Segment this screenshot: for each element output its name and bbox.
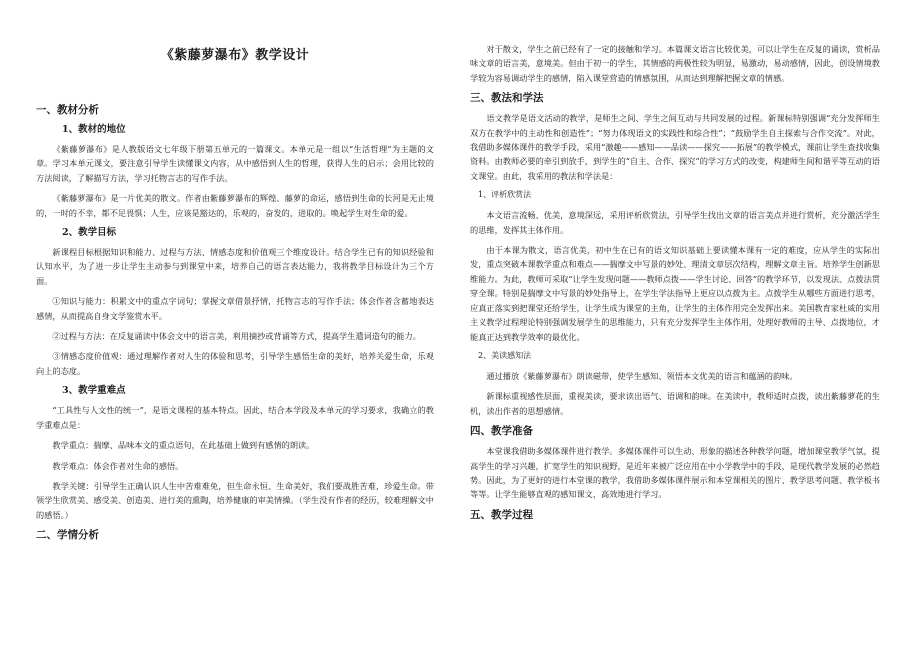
section-heading-methods: 三、教法和学法 (470, 92, 544, 105)
paragraph: 本文语言流畅、优美，意境深远，采用评析欣赏法，引导学生找出文章的语言美点并进行赏析，充分激活学生的思维，发挥其主体作用。 (470, 210, 880, 235)
paragraph: 由于本课为散文，语言优美，初中生在已有的语文知识基础上要读懂本课有一定的难度，应从学生的实际出发，重点突破本课教学重点和难点——揣摩文中写景的妙处、理清文章层次结构，理解文章主旨。培养学生创新思维能力。为此，教师可采取“让学生发现问题——教师点拨——学生讨论、回答”的教学环节，以发现法、点拨法贯穿全课。特别是揣摩文中写景的妙处指导上，在学生学法指导上更应以点拨为主。点拨学生从哪些方面进行思考，应真正落实到把课堂还给学生，让学生成为课堂的主角，让学生的主体作用完全发挥出来。美国教育家杜威的实用主义教学过程理论特别强调发展学生的思维能力，只有充分发挥学生主体作用，处理好教师的主导、点拨地位，才能真正达到教学效率的最优化。 (470, 245, 880, 342)
method-heading-reading: 2、美读感知法 (478, 350, 532, 360)
section-heading-teaching-process: 五、教学过程 (470, 508, 533, 521)
paragraph: 《紫藤萝瀑布》是人教版语文七年级下册第五单元的一篇课文。本单元是一组以“生活哲理”为主题的文章。学习本单元课文，要注意引导学生读懂课文内容，从中感悟到人生的哲理，获得人生的启示；会用比较的方法阅读，了解描写方法，学习托物言志的写作手法。 (36, 144, 434, 183)
paragraph: 新课标重视感性层面，重视美读，要求读出语气、语调和韵味。在美读中，教师适时点拨，读出紫藤萝花的生机，读出作者的思想感情。 (470, 391, 880, 416)
paragraph: 教学关键：引导学生正确认识人生中苦难难免，但生命永恒、生命美好，我们要战胜苦难，珍爱生命。带领学生欣赏美、感受美、创造美、进行美的熏陶，培养健康的审美情操。（学生没有作者的经历，较难理解文中的感悟。） (36, 480, 434, 520)
paragraph: ②过程与方法：在反复诵读中体会文中的语言美，利用摘抄或背诵等方式，提高学生遣词造句的能力。 (52, 331, 421, 342)
paragraph: “工具性与人文性的统一”，是语文课程的基本特点。因此，结合本学段及本单元的学习要求，我确立的教学重难点是： (36, 405, 434, 430)
subheading-teaching-objectives: 2、教学目标 (62, 227, 117, 239)
subheading-key-difficult-points: 3、教学重难点 (62, 385, 126, 397)
section-heading-textbook-analysis: 一、教材分析 (36, 104, 99, 116)
paragraph: ①知识与能力：积累文中的重点字词句；掌握文章借景抒情，托物言志的写作手法；体会作者含蓄地表达感情，从而提高自身文学鉴赏水平。 (36, 296, 434, 321)
paragraph: 《紫藤萝瀑布》是一片优美的散文。作者由紫藤萝瀑布的辉煌、藤萝的命运，感悟到生命的长河是无止境的，一时的不幸，都不足畏惧；人生，应该是豁达的，乐观的，奋发的，进取的。唤起学生对生命的爱。 (36, 193, 434, 218)
paragraph: 教学难点：体会作者对生命的感悟。 (52, 460, 184, 471)
paragraph: 教学重点：揣摩、品味本文的重点语句，在此基础上做到有感情的朗读。 (52, 440, 315, 451)
document-title: 《紫藤萝瀑布》教学设计 (160, 48, 310, 63)
method-heading-appreciation: 1、评析欣赏法 (478, 190, 532, 200)
paragraph: 语文教学是语文活动的教学，是师生之间、学生之间互动与共同发展的过程。新课标特别强调“充分发挥师生双方在教学中的主动性和创造性”；“努力体现语文的实践性和综合性”；“鼓励学生自主探索与合作交流”。对此，我借助多媒体课件的教学手段，采用“激趣——感知——品读——探究——拓展”的教学模式，课前让学生查找收集资料。由教师必要的牵引到放手，到学生的“自主、合作、探究”的学习方式的改变，构建师生间和谐平等互动的语文课堂。由此，我采用的教法和学法是： (470, 113, 880, 181)
paragraph: 新课程目标根据知识和能力、过程与方法、情感态度和价值观三个维度设计。结合学生已有的知识经验和认知水平，为了进一步让学生主动参与到课堂中来，培养自己的语言表达能力，我将教学目标设计为三个方面。 (36, 247, 434, 286)
paragraph: 本堂课我借助多媒体课件进行教学。多媒体课件可以生动、形象的描述各种教学问题，增加课堂教学气氛，提高学生的学习兴趣，扩宽学生的知识视野，是近年来被广泛应用在中小学教学中的手段，是现代教学发展的必然趋势。因此，为了更好的进行本堂课的教学，我借助多媒体课件展示和本堂课相关的图片、教学思考问题、教学板书等等。让学生能够直观的感知课文，高效地进行学习。 (470, 446, 880, 500)
paragraph: 对于散文，学生之前已经有了一定的接触和学习。本篇课文语言比较优美，可以让学生在反复的诵读，赏析品味文章的语言美，意境美。但由于初一的学生，其情感的两极性较为明显，易激动，易动感情，因此，创设情境教学较为容易调动学生的感情，陷入课堂营造的情感氛围，从而达到理解把握文章的情感。 (470, 44, 880, 83)
right-column (470, 42, 880, 642)
subheading-textbook-position: 1、教材的地位 (62, 124, 126, 135)
section-heading-preparation: 四、教学准备 (470, 425, 533, 438)
left-column (36, 40, 434, 642)
section-heading-learner-analysis: 二、学情分析 (36, 529, 99, 542)
paragraph: 通过播放《紫藤萝瀑布》朗读磁带，使学生感知、领悟本文优美的语言和蕴涵的韵味。 (486, 370, 798, 381)
paragraph: ③情感态度价值观：通过理解作者对人生的体验和思考，引导学生感悟生命的美好，培养关爱生命，乐观向上的态度。 (36, 351, 434, 376)
